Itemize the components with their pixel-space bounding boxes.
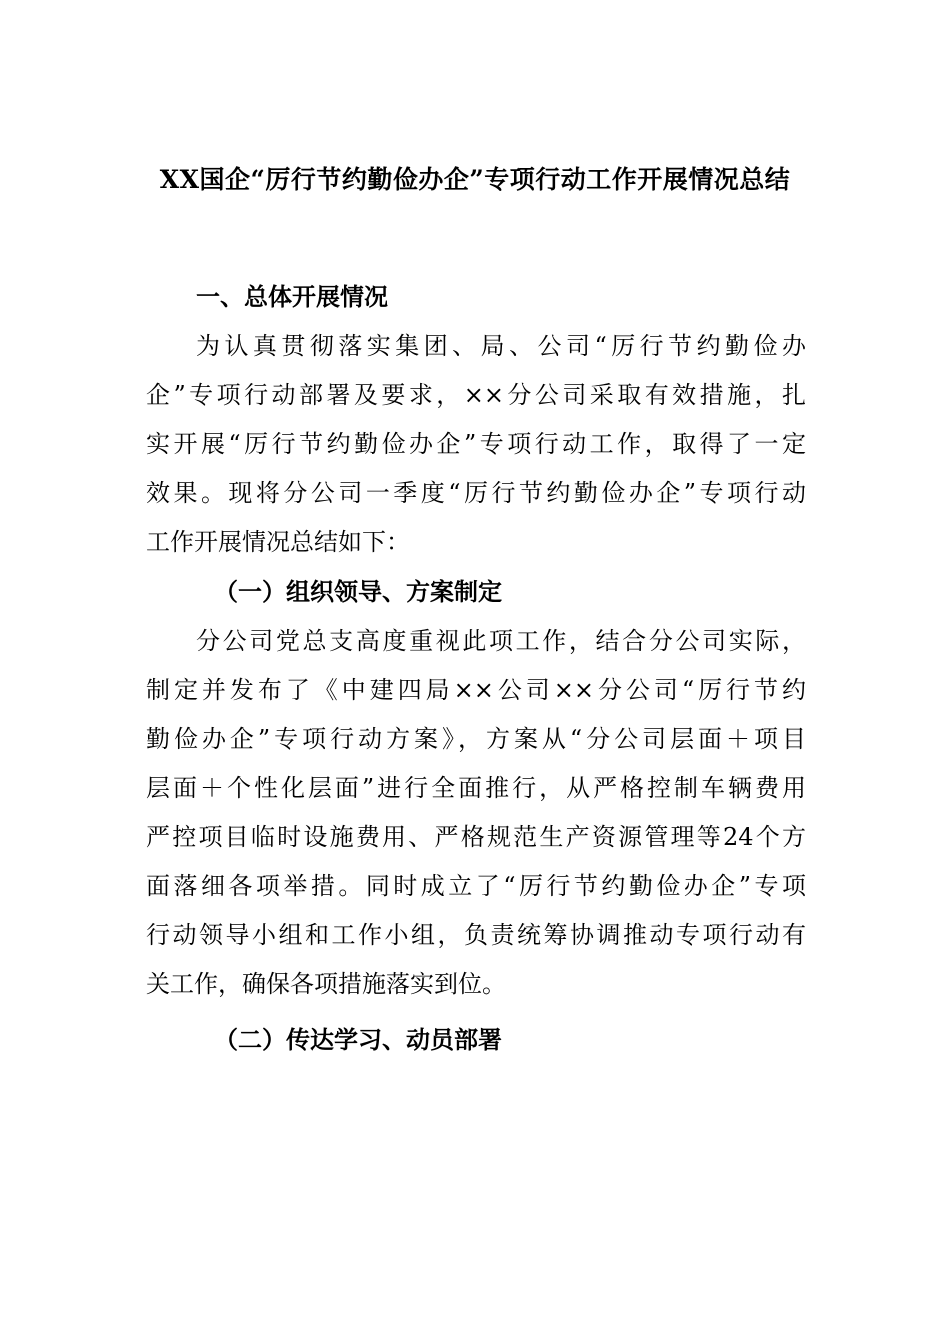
paragraph-line: 行动领导小组和工作小组，负责统筹协调推动专项行动有 [146, 921, 806, 949]
paragraph-line: 实开展“厉行节约勤俭办企”专项行动工作，取得了一定 [146, 430, 806, 458]
paragraph-line: 为认真贯彻落实集团、局、公司“厉行节约勤俭办 [196, 332, 806, 360]
paragraph-line: 层面＋个性化层面”进行全面推行，从严格控制车辆费用 [146, 774, 806, 802]
paragraph-line: 工作开展情况总结如下： [146, 528, 410, 556]
paragraph-line: 企”专项行动部署及要求，××分公司采取有效措施，扎 [146, 381, 806, 409]
paragraph-line: 面落细各项举措。同时成立了“厉行节约勤俭办企”专项 [146, 872, 806, 900]
paragraph-line: 分公司党总支高度重视此项工作，结合分公司实际， [196, 627, 806, 655]
paragraph-line: 严控项目临时设施费用、严格规范生产资源管理等24个方 [146, 823, 806, 851]
paragraph-line: 效果。现将分公司一季度“厉行节约勤俭办企”专项行动 [146, 479, 806, 507]
document-title: XX国企“厉行节约勤俭办企”专项行动工作开展情况总结 [159, 165, 791, 194]
paragraph-line: 关工作，确保各项措施落实到位。 [146, 970, 506, 998]
section-heading: 一、总体开展情况 [196, 283, 388, 311]
subsection-heading: （一）组织领导、方案制定 [214, 578, 502, 606]
subsection-heading: （二）传达学习、动员部署 [214, 1026, 502, 1054]
paragraph-line: 制定并发布了《中建四局××公司××分公司“厉行节约 [146, 676, 806, 704]
paragraph-line: 勤俭办企”专项行动方案》，方案从“分公司层面＋项目 [146, 725, 806, 753]
